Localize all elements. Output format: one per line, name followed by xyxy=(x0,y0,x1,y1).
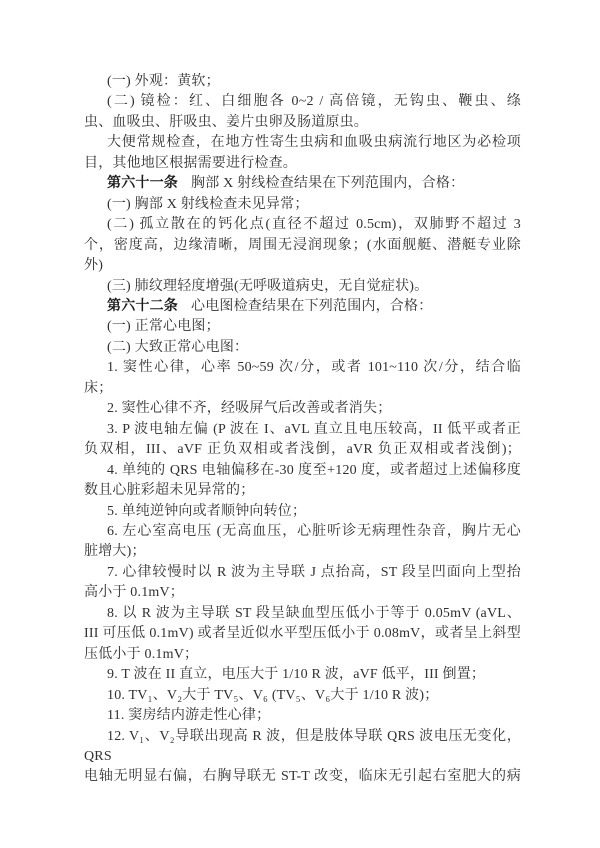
line-text: 12. V₁、V₂导联出现高 R 波，但是肢体导联 QRS 波电压无变化，QRS xyxy=(84,728,521,764)
line-text: 目，其他地区根据需要进行检查。 xyxy=(84,155,297,171)
article-number: 第六十二条 xyxy=(107,298,178,314)
document-line xyxy=(84,624,521,644)
line-text: 数且心脏彩超未见异常的； xyxy=(84,483,255,499)
document-line xyxy=(84,399,521,419)
document-line xyxy=(84,706,521,726)
line-text: 高小于 0.1mV； xyxy=(84,585,184,601)
line-text: 8. 以 R 波为主导联 ST 段呈缺血型压低小于等于 0.05mV (aVL、 xyxy=(107,605,521,621)
line-text: 脏增大)； xyxy=(84,544,146,560)
line-text: III 可压低 0.1mV) 或者呈近似水平型压低小于 0.08mV，或者呈上斜型 xyxy=(84,626,521,642)
document-line xyxy=(84,583,521,603)
line-text: (二) 镜检：红、白细胞各 0~2 / 高倍镜，无钩虫、鞭虫、绦 xyxy=(107,94,521,110)
line-text: 床； xyxy=(84,380,113,396)
line-text: 负双相，III、aVF 正负双相或者浅倒，aVR 负正双相或者浅倒)； xyxy=(84,442,521,458)
line-text: 11. 窦房结内游走性心律； xyxy=(107,708,271,724)
document-line xyxy=(84,502,521,522)
document-line xyxy=(84,481,521,501)
document-line xyxy=(84,461,521,481)
line-text: 7. 心律较慢时以 R 波为主导联 J 点抬高，ST 段呈凹面向上型抬 xyxy=(107,564,521,580)
document-line xyxy=(84,604,521,624)
line-text: 4. 单纯的 QRS 电轴偏移在-30 度至+120 度，或者超过上述偏移度 xyxy=(107,462,521,478)
line-text: 大便常规检查，在地方性寄生虫病和血吸虫病流行地区为必检项 xyxy=(107,135,521,151)
line-text: 5. 单纯逆钟向或者顺钟向转位； xyxy=(107,503,307,519)
document-line xyxy=(84,645,521,665)
line-text: 压低小于 0.1mV； xyxy=(84,646,199,662)
line-text: 2. 窦性心律不齐，经吸屏气后改善或者消失； xyxy=(107,401,392,417)
document-line xyxy=(84,665,521,685)
document-line xyxy=(84,542,521,562)
line-text: 3. P 波电轴左偏 (P 波在 I、aVL 直立且电压较高，II 低平或者正 xyxy=(107,421,521,437)
document-line xyxy=(84,379,521,399)
document-line xyxy=(84,767,521,787)
document-line xyxy=(84,72,521,92)
line-text: (二) 孤立散在的钙化点(直径不超过 0.5cm)，双肺野不超过 3 xyxy=(107,217,521,233)
document-line xyxy=(84,92,521,112)
document-line xyxy=(84,113,521,133)
document-line xyxy=(84,195,521,215)
article-number: 第六十一条 xyxy=(107,176,178,192)
line-text: 6. 左心室高电压 (无高血压，心脏听诊无病理性杂音，胸片无心 xyxy=(107,523,521,539)
document-line xyxy=(84,215,521,235)
document-line xyxy=(84,277,521,297)
document-line xyxy=(84,256,521,276)
line-text: 外) xyxy=(84,258,104,274)
document-line xyxy=(84,154,521,174)
document-line xyxy=(84,420,521,440)
document-line xyxy=(84,440,521,460)
document-line xyxy=(84,358,521,378)
document-line xyxy=(84,133,521,153)
line-text: 个，密度高，边缘清晰，周围无浸润现象；(水面舰艇、潜艇专业除 xyxy=(84,237,521,253)
line-text: (一) 胸部 X 射线检查未见异常； xyxy=(107,196,309,212)
document-line xyxy=(84,522,521,542)
line-text: 电轴无明显右偏，右胸导联无 ST-T 改变，临床无引起右室肥大的病 xyxy=(84,769,521,785)
document-line xyxy=(84,236,521,256)
line-text: 9. T 波在 II 直立，电压大于 1/10 R 波，aVF 低平，III 倒置； xyxy=(107,667,486,683)
document-line xyxy=(84,317,521,337)
line-text: (一) 正常心电图； xyxy=(107,319,220,335)
line-text: (三) 肺纹理轻度增强(无呼吸道病史，无自觉症状)。 xyxy=(107,278,429,294)
document-line xyxy=(84,727,521,768)
line-text: (二) 大致正常心电图： xyxy=(107,339,249,355)
document-text xyxy=(84,72,521,788)
document-line xyxy=(84,563,521,583)
line-text: 10. TV₁、V₂大于 TV₅、V₆ (TV₅、V₆大于 1/10 R 波)； xyxy=(107,687,439,703)
line-text: 胸部 X 射线检查结果在下列范围内，合格： xyxy=(191,176,465,192)
document-line xyxy=(84,338,521,358)
document-line xyxy=(84,686,521,706)
document-line xyxy=(84,297,521,317)
line-text: (一) 外观：黄软； xyxy=(107,74,220,89)
line-text: 心电图检查结果在下列范围内，合格： xyxy=(191,298,433,314)
document-line xyxy=(84,174,521,194)
line-text: 1. 窦性心律，心率 50~59 次/分，或者 101~110 次/分，结合临 xyxy=(107,360,521,376)
line-text: 虫、血吸虫、肝吸虫、姜片虫卵及肠道原虫。 xyxy=(84,114,368,130)
